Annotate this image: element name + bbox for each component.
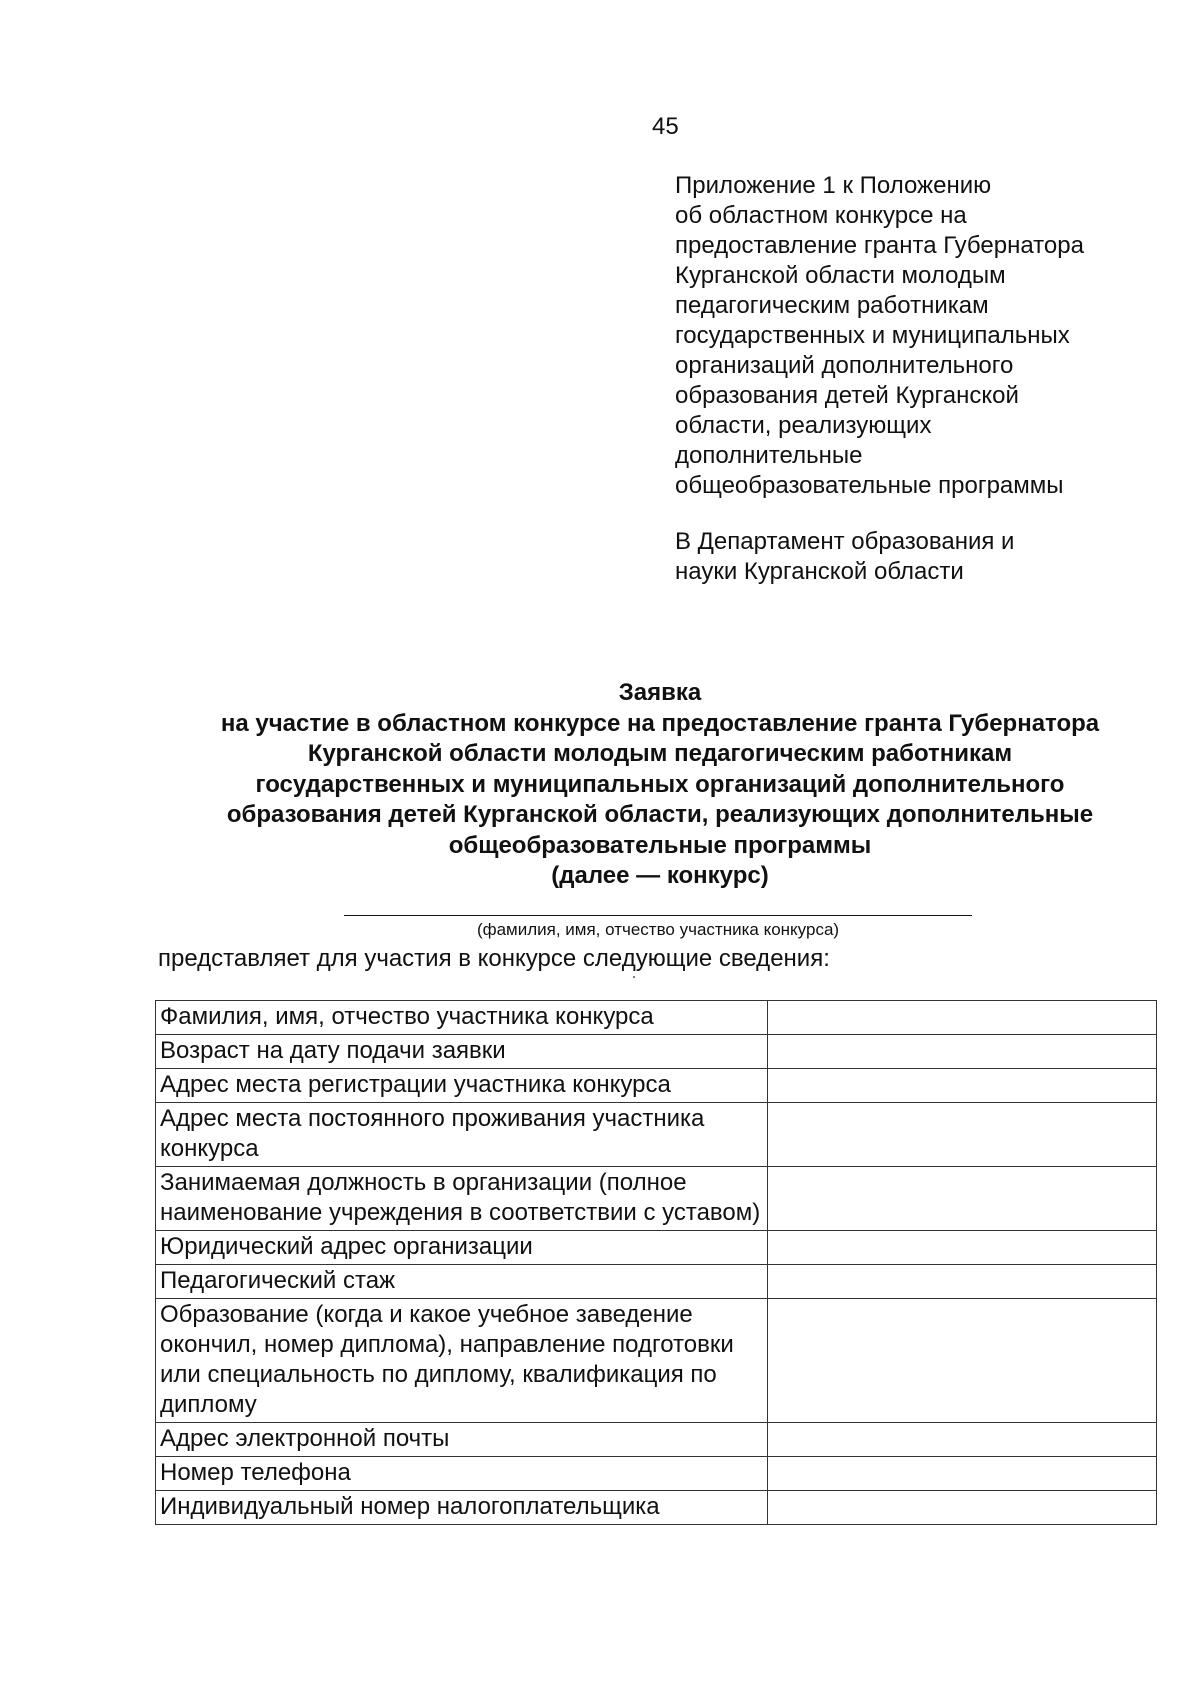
page-number: 45 <box>652 113 679 140</box>
appendix-line: педагогическим работникам <box>675 292 989 319</box>
row-label: Адрес места регистрации участника конкурса <box>156 1069 768 1103</box>
table-row <box>156 1103 1157 1167</box>
title-line: государственных и муниципальных организаций дополнительного <box>255 770 1065 798</box>
addressee-line: В Департамент образования и <box>675 528 1015 555</box>
row-value-cell[interactable] <box>767 1491 1156 1525</box>
row-label: Адрес электронной почты <box>156 1423 768 1457</box>
intro-text: представляет для участия в конкурсе следующие сведения: <box>158 945 830 972</box>
row-value-cell[interactable] <box>767 1299 1156 1423</box>
row-label: Индивидуальный номер налогоплательщика <box>156 1491 768 1525</box>
participant-info-table <box>155 1000 1157 1525</box>
title-line: общеобразовательные программы <box>448 831 872 859</box>
table-row <box>156 1035 1157 1069</box>
appendix-line: Курганской области молодым <box>675 262 1006 289</box>
title-line: образования детей Курганской области, реализующих дополнительные <box>226 801 1094 828</box>
appendix-line: предоставление гранта Губернатора <box>675 232 1084 259</box>
title-line: на участие в областном конкурсе на предоставление гранта Губернатора <box>220 709 1100 737</box>
appendix-line: общеобразовательные программы <box>675 472 1064 499</box>
row-value-cell[interactable] <box>767 1001 1156 1035</box>
title-line: (далее — конкурс) <box>551 862 769 889</box>
appendix-line: образования детей Курганской <box>675 382 1019 409</box>
scan-speck <box>633 976 635 978</box>
appendix-line: области, реализующих <box>675 412 932 439</box>
appendix-line: об областном конкурсе на <box>675 202 967 229</box>
row-label: Номер телефона <box>156 1457 768 1491</box>
addressee <box>675 527 1145 587</box>
appendix-line: государственных и муниципальных <box>675 322 1070 349</box>
row-label: Адрес места постоянного проживания участника конкурса <box>156 1103 768 1167</box>
appendix-line: дополнительные <box>675 442 863 469</box>
appendix-reference <box>675 171 1145 501</box>
row-label: Юридический адрес организации <box>156 1231 768 1265</box>
row-label: Фамилия, имя, отчество участника конкурса <box>156 1001 768 1035</box>
name-fill-caption: (фамилия, имя, отчество участника конкурса) <box>476 920 840 939</box>
table-row <box>156 1167 1157 1231</box>
table-row <box>156 1299 1157 1423</box>
row-value-cell[interactable] <box>767 1069 1156 1103</box>
row-value-cell[interactable] <box>767 1423 1156 1457</box>
table-row <box>156 1231 1157 1265</box>
table-row <box>156 1457 1157 1491</box>
title-line: Заявка <box>618 679 702 706</box>
row-value-cell[interactable] <box>767 1231 1156 1265</box>
appendix-line: организаций дополнительного <box>675 352 1014 379</box>
title-line: Курганской области молодым педагогическим работникам <box>307 740 1013 767</box>
row-value-cell[interactable] <box>767 1103 1156 1167</box>
appendix-line: Приложение 1 к Положению <box>675 172 992 199</box>
row-label: Педагогический стаж <box>156 1265 768 1299</box>
row-label: Образование (когда и какое учебное заведение окончил, номер диплома), направление подготовки или специальность по диплому, квалификация по диплому <box>156 1299 768 1423</box>
table-row <box>156 1491 1157 1525</box>
row-value-cell[interactable] <box>767 1035 1156 1069</box>
application-title <box>160 678 1160 892</box>
row-label: Возраст на дату подачи заявки <box>156 1035 768 1069</box>
table-row <box>156 1265 1157 1299</box>
row-value-cell[interactable] <box>767 1167 1156 1231</box>
addressee-line: науки Курганской области <box>675 558 964 585</box>
row-value-cell[interactable] <box>767 1457 1156 1491</box>
table-row <box>156 1069 1157 1103</box>
row-label: Занимаемая должность в организации (полное наименование учреждения в соответствии с уставом) <box>156 1167 768 1231</box>
name-fill-line[interactable] <box>344 915 972 916</box>
row-value-cell[interactable] <box>767 1265 1156 1299</box>
table-row <box>156 1001 1157 1035</box>
table-row <box>156 1423 1157 1457</box>
